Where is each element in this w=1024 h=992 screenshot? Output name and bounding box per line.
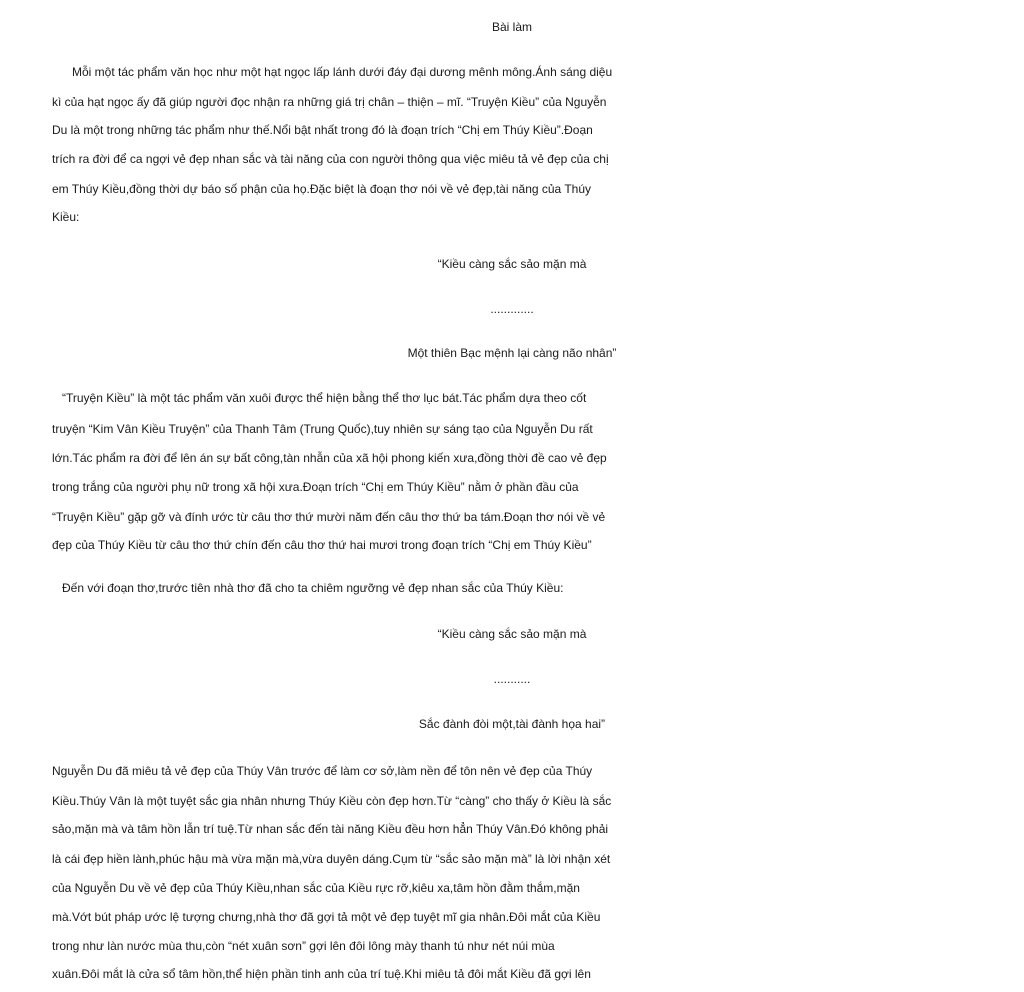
poem-ellipsis: ............. bbox=[490, 302, 534, 316]
paragraph-line: kì của hạt ngọc ấy đã giúp người đọc nhận ra những giá trị chân – thiện – mĩ. “Truyện Kiều” của Nguyễn bbox=[52, 95, 607, 109]
paragraph-line: của Nguyễn Du về vẻ đẹp của Thúy Kiều,nhan sắc của Kiều rực rỡ,kiêu xa,tâm hồn đằm thắm,mặn bbox=[52, 881, 580, 895]
paragraph-line: đẹp của Thúy Kiều từ câu thơ thứ chín đến câu thơ thứ hai mươi trong đoạn trích “Chị em Thúy Kiều” bbox=[52, 538, 592, 552]
poem-line: Một thiên Bạc mệnh lại càng não nhân” bbox=[407, 346, 617, 360]
paragraph-line: “Truyện Kiều” gặp gỡ và đính ước từ câu thơ thứ mười năm đến câu thơ thứ ba tám.Đoạn thơ nói về vẻ bbox=[52, 510, 606, 524]
paragraph-line: xuân.Đôi mắt là cửa sổ tâm hồn,thể hiện phần tinh anh của trí tuệ.Khi miêu tả đôi mắt Kiều đã gợi lên bbox=[52, 967, 591, 981]
paragraph-line: Nguyễn Du đã miêu tả vẻ đẹp của Thúy Vân trước để làm cơ sở,làm nền để tôn nên vẻ đẹp của Thúy bbox=[52, 764, 593, 778]
poem-ellipsis: ........... bbox=[493, 672, 531, 686]
paragraph-line: là cái đẹp hiền lành,phúc hậu mà vừa mặn mà,vừa duyên dáng.Cụm từ “sắc sảo mặn mà” là lời nhận xét bbox=[52, 852, 611, 866]
paragraph-line: trong trắng của người phụ nữ trong xã hội xưa.Đoạn trích “Chị em Thúy Kiều” nằm ở phần đầu của bbox=[52, 480, 579, 494]
paragraph-line: Kiều.Thúy Vân là một tuyệt sắc gia nhân nhưng Thúy Kiều còn đẹp hơn.Từ “càng” cho thấy ở Kiều là sắc bbox=[52, 794, 612, 808]
poem-line: “Kiều càng sắc sảo mặn mà bbox=[437, 257, 587, 271]
paragraph-line: Mỗi một tác phẩm văn học như một hạt ngọc lấp lánh dưới đáy đại dương mênh mông.Ánh sáng diệu bbox=[72, 65, 613, 79]
paragraph-line: trích ra đời để ca ngợi vẻ đẹp nhan sắc và tài năng của con người thông qua việc miêu tả vẻ đẹp của chị bbox=[52, 152, 609, 166]
paragraph-line: trong như làn nước mùa thu,còn “nét xuân sơn” gợi lên đôi lông mày thanh tú như nét núi mùa bbox=[52, 939, 555, 953]
poem-line: “Kiều càng sắc sảo mặn mà bbox=[437, 627, 587, 641]
paragraph-line: Du là một trong những tác phẩm như thế.Nổi bật nhất trong đó là đoạn trích “Chị em Thúy Kiều”.Đoạn bbox=[52, 123, 593, 137]
paragraph-line: Kiều: bbox=[52, 210, 80, 224]
paragraph-line: “Truyện Kiều” là một tác phẩm văn xuôi được thể hiện bằng thể thơ lục bát.Tác phẩm dựa theo cốt bbox=[62, 391, 587, 405]
page-title: Bài làm bbox=[491, 20, 532, 34]
paragraph-line: Đến với đoạn thơ,trước tiên nhà thơ đã cho ta chiêm ngưỡng vẻ đẹp nhan sắc của Thúy Kiều: bbox=[62, 581, 564, 595]
paragraph-line: em Thúy Kiều,đồng thời dự báo số phận của họ.Đặc biệt là đoạn thơ nói về vẻ đẹp,tài năng của Thúy bbox=[52, 182, 592, 196]
poem-line: Sắc đành đòi một,tài đành họa hai” bbox=[418, 717, 606, 731]
paragraph-line: sảo,mặn mà và tâm hồn lẫn trí tuệ.Từ nhan sắc đến tài năng Kiều đều hơn hẳn Thúy Vân.Đó không phải bbox=[52, 822, 609, 836]
paragraph-line: mà.Vớt bút pháp ước lệ tượng chưng,nhà thơ đã gợi tả một vẻ đẹp tuyệt mĩ gia nhân.Đôi mắt của Kiều bbox=[52, 910, 601, 924]
paragraph-line: truyện “Kim Vân Kiều Truyện” của Thanh Tâm (Trung Quốc),tuy nhiên sự sáng tạo của Nguyễn Du rất bbox=[52, 422, 593, 436]
paragraph-line: lớn.Tác phẩm ra đời để lên án sự bất công,tàn nhẫn của xã hội phong kiến xưa,đồng thời đề cao vẻ đẹp bbox=[52, 451, 607, 465]
